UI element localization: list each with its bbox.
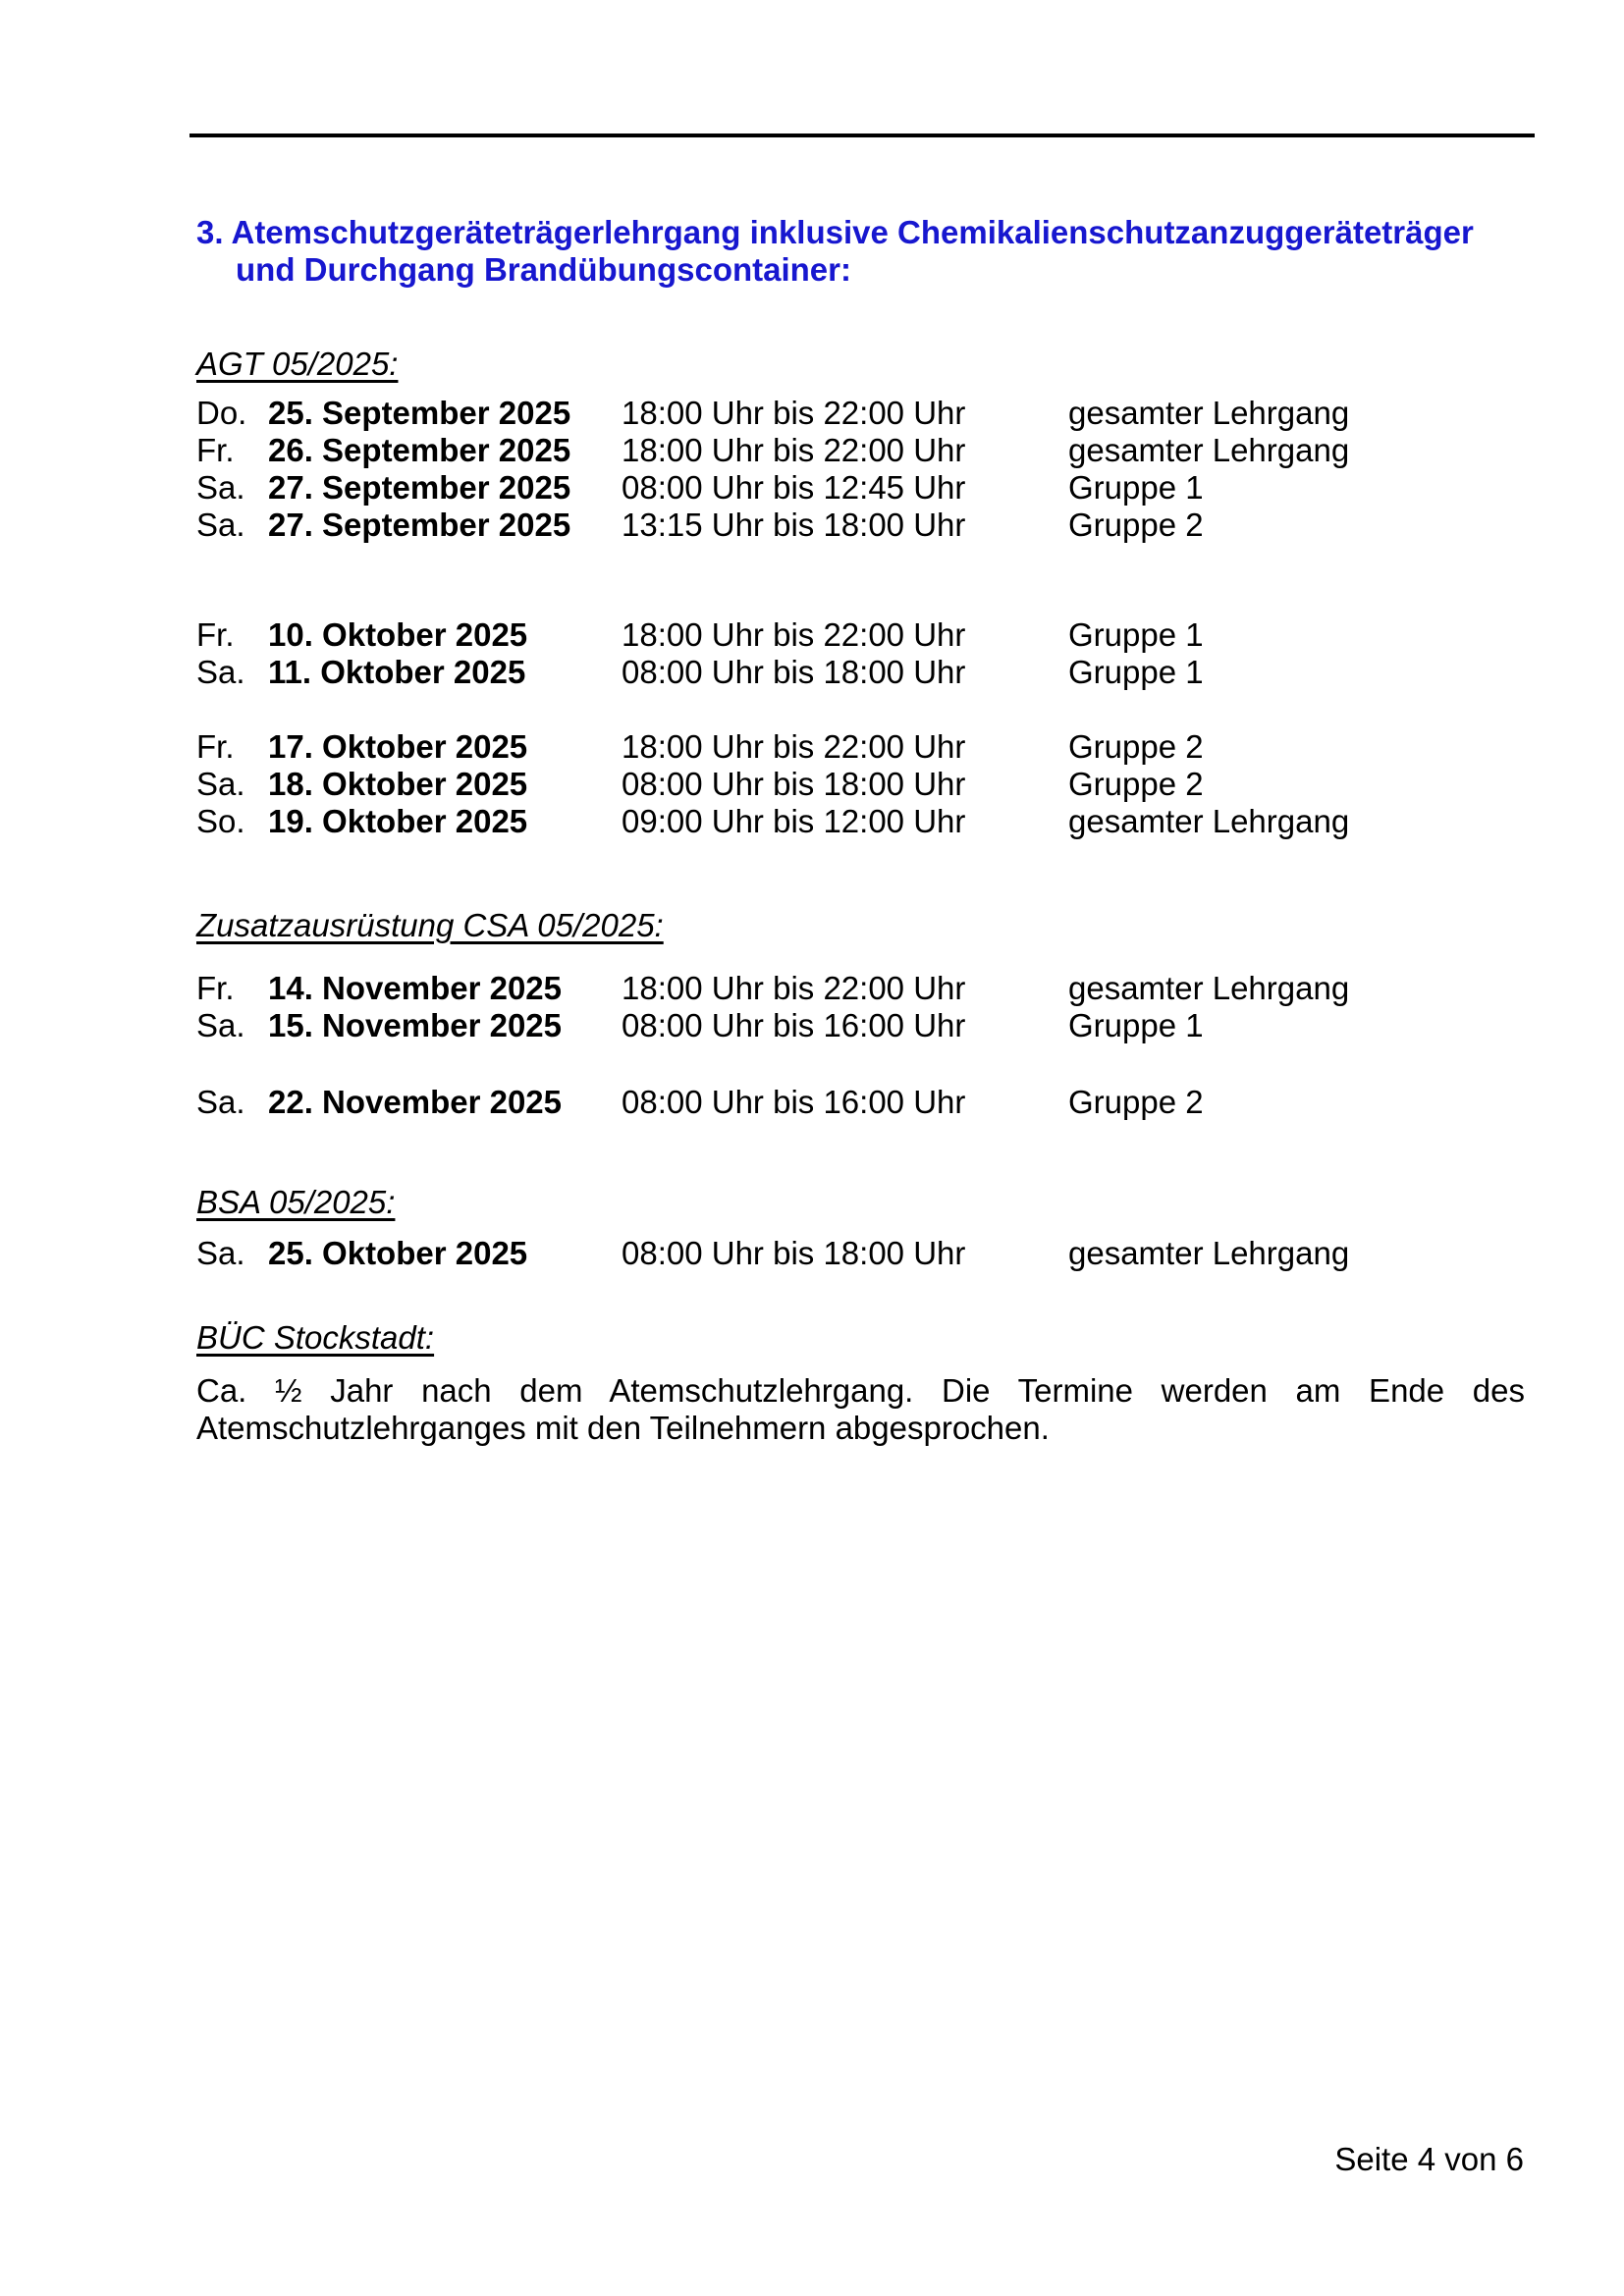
section-title: BÜC Stockstadt:	[196, 1319, 435, 1356]
row-date: 19. Oktober 2025	[268, 803, 528, 839]
schedule-group	[196, 1084, 1527, 1121]
row-time: 18:00 Uhr bis 22:00 Uhr	[622, 432, 966, 468]
row-time: 08:00 Uhr bis 18:00 Uhr	[622, 1235, 966, 1271]
content	[196, 0, 1527, 1447]
row-date: 18. Oktober 2025	[268, 766, 528, 802]
row-date: 17. Oktober 2025	[268, 728, 528, 765]
row-day: Sa.	[196, 1007, 245, 1043]
row-day: Fr.	[196, 970, 235, 1006]
row-time: 18:00 Uhr bis 22:00 Uhr	[622, 728, 966, 765]
section-title: BSA 05/2025:	[196, 1184, 396, 1220]
schedule-row	[196, 1007, 1527, 1044]
row-date: 22. November 2025	[268, 1084, 563, 1120]
section-paragraph: Ca. ½ Jahr nach dem Atemschutzlehrgang. Die Termine werden am Ende des Atemschutzlehrganges mit den Teilnehmern abgesprochen.	[196, 1372, 1525, 1446]
row-day: Sa.	[196, 507, 245, 543]
row-day: So.	[196, 803, 245, 839]
schedule-row	[196, 654, 1527, 691]
row-time: 08:00 Uhr bis 16:00 Uhr	[622, 1007, 966, 1043]
schedule-row	[196, 803, 1527, 840]
row-group: Gruppe 1	[1068, 1007, 1204, 1043]
section	[196, 1319, 1527, 1447]
sections	[196, 346, 1527, 1447]
row-time: 08:00 Uhr bis 18:00 Uhr	[622, 766, 966, 802]
row-date: 27. September 2025	[268, 469, 571, 506]
schedule-group	[196, 395, 1527, 544]
row-group: Gruppe 1	[1068, 616, 1204, 653]
row-date: 27. September 2025	[268, 507, 571, 543]
schedule-row	[196, 1235, 1527, 1272]
heading-text-1: Atemschutzgeräteträgerlehrgang inklusive Chemikalienschutzanzuggeräteträger	[231, 214, 1474, 250]
row-day: Sa.	[196, 654, 245, 690]
row-group: Gruppe 2	[1068, 728, 1204, 765]
schedule-row	[196, 970, 1527, 1007]
section-title: AGT 05/2025:	[196, 346, 399, 382]
row-group: Gruppe 2	[1068, 507, 1204, 543]
section	[196, 346, 1527, 840]
row-date: 14. November 2025	[268, 970, 563, 1006]
row-time: 08:00 Uhr bis 12:45 Uhr	[622, 469, 966, 506]
row-date: 15. November 2025	[268, 1007, 563, 1043]
row-day: Do.	[196, 395, 247, 431]
schedule-group	[196, 728, 1527, 840]
row-date: 10. Oktober 2025	[268, 616, 528, 653]
row-time: 18:00 Uhr bis 22:00 Uhr	[622, 616, 966, 653]
row-group: gesamter Lehrgang	[1068, 803, 1350, 839]
heading-number: 3.	[196, 214, 224, 250]
schedule-row	[196, 766, 1527, 803]
row-group: Gruppe 1	[1068, 469, 1204, 506]
schedule-row	[196, 507, 1527, 544]
row-day: Sa.	[196, 766, 245, 802]
schedule-group	[196, 970, 1527, 1044]
row-group: gesamter Lehrgang	[1068, 970, 1350, 1006]
schedule-row	[196, 616, 1527, 654]
schedule-row	[196, 432, 1527, 469]
row-date: 11. Oktober 2025	[268, 654, 526, 690]
row-group: Gruppe 1	[1068, 654, 1204, 690]
row-group: Gruppe 2	[1068, 766, 1204, 802]
row-time: 18:00 Uhr bis 22:00 Uhr	[622, 395, 966, 431]
schedule-row	[196, 1084, 1527, 1121]
page-number: Seite 4 von 6	[1334, 2141, 1524, 2177]
row-group: gesamter Lehrgang	[1068, 432, 1350, 468]
schedule-row	[196, 728, 1527, 766]
main-heading	[196, 214, 1527, 289]
row-time: 13:15 Uhr bis 18:00 Uhr	[622, 507, 966, 543]
row-time: 09:00 Uhr bis 12:00 Uhr	[622, 803, 966, 839]
heading-text-2: und Durchgang Brandübungscontainer:	[236, 251, 851, 288]
heading-line-1	[196, 214, 1527, 251]
row-time: 08:00 Uhr bis 18:00 Uhr	[622, 654, 966, 690]
section	[196, 1184, 1527, 1272]
schedule-group	[196, 1235, 1527, 1272]
row-date: 25. Oktober 2025	[268, 1235, 528, 1271]
row-day: Sa.	[196, 1235, 245, 1271]
row-date: 26. September 2025	[268, 432, 571, 468]
schedule-group	[196, 616, 1527, 691]
row-day: Fr.	[196, 432, 235, 468]
row-group: Gruppe 2	[1068, 1084, 1204, 1120]
row-time: 08:00 Uhr bis 16:00 Uhr	[622, 1084, 966, 1120]
row-group: gesamter Lehrgang	[1068, 395, 1350, 431]
section-title: Zusatzausrüstung CSA 05/2025:	[196, 907, 664, 943]
row-group: gesamter Lehrgang	[1068, 1235, 1350, 1271]
row-day: Sa.	[196, 469, 245, 506]
row-time: 18:00 Uhr bis 22:00 Uhr	[622, 970, 966, 1006]
schedule-row	[196, 469, 1527, 507]
section	[196, 907, 1527, 1121]
schedule-row	[196, 395, 1527, 432]
row-date: 25. September 2025	[268, 395, 571, 431]
row-day: Fr.	[196, 616, 235, 653]
row-day: Fr.	[196, 728, 235, 765]
row-day: Sa.	[196, 1084, 245, 1120]
